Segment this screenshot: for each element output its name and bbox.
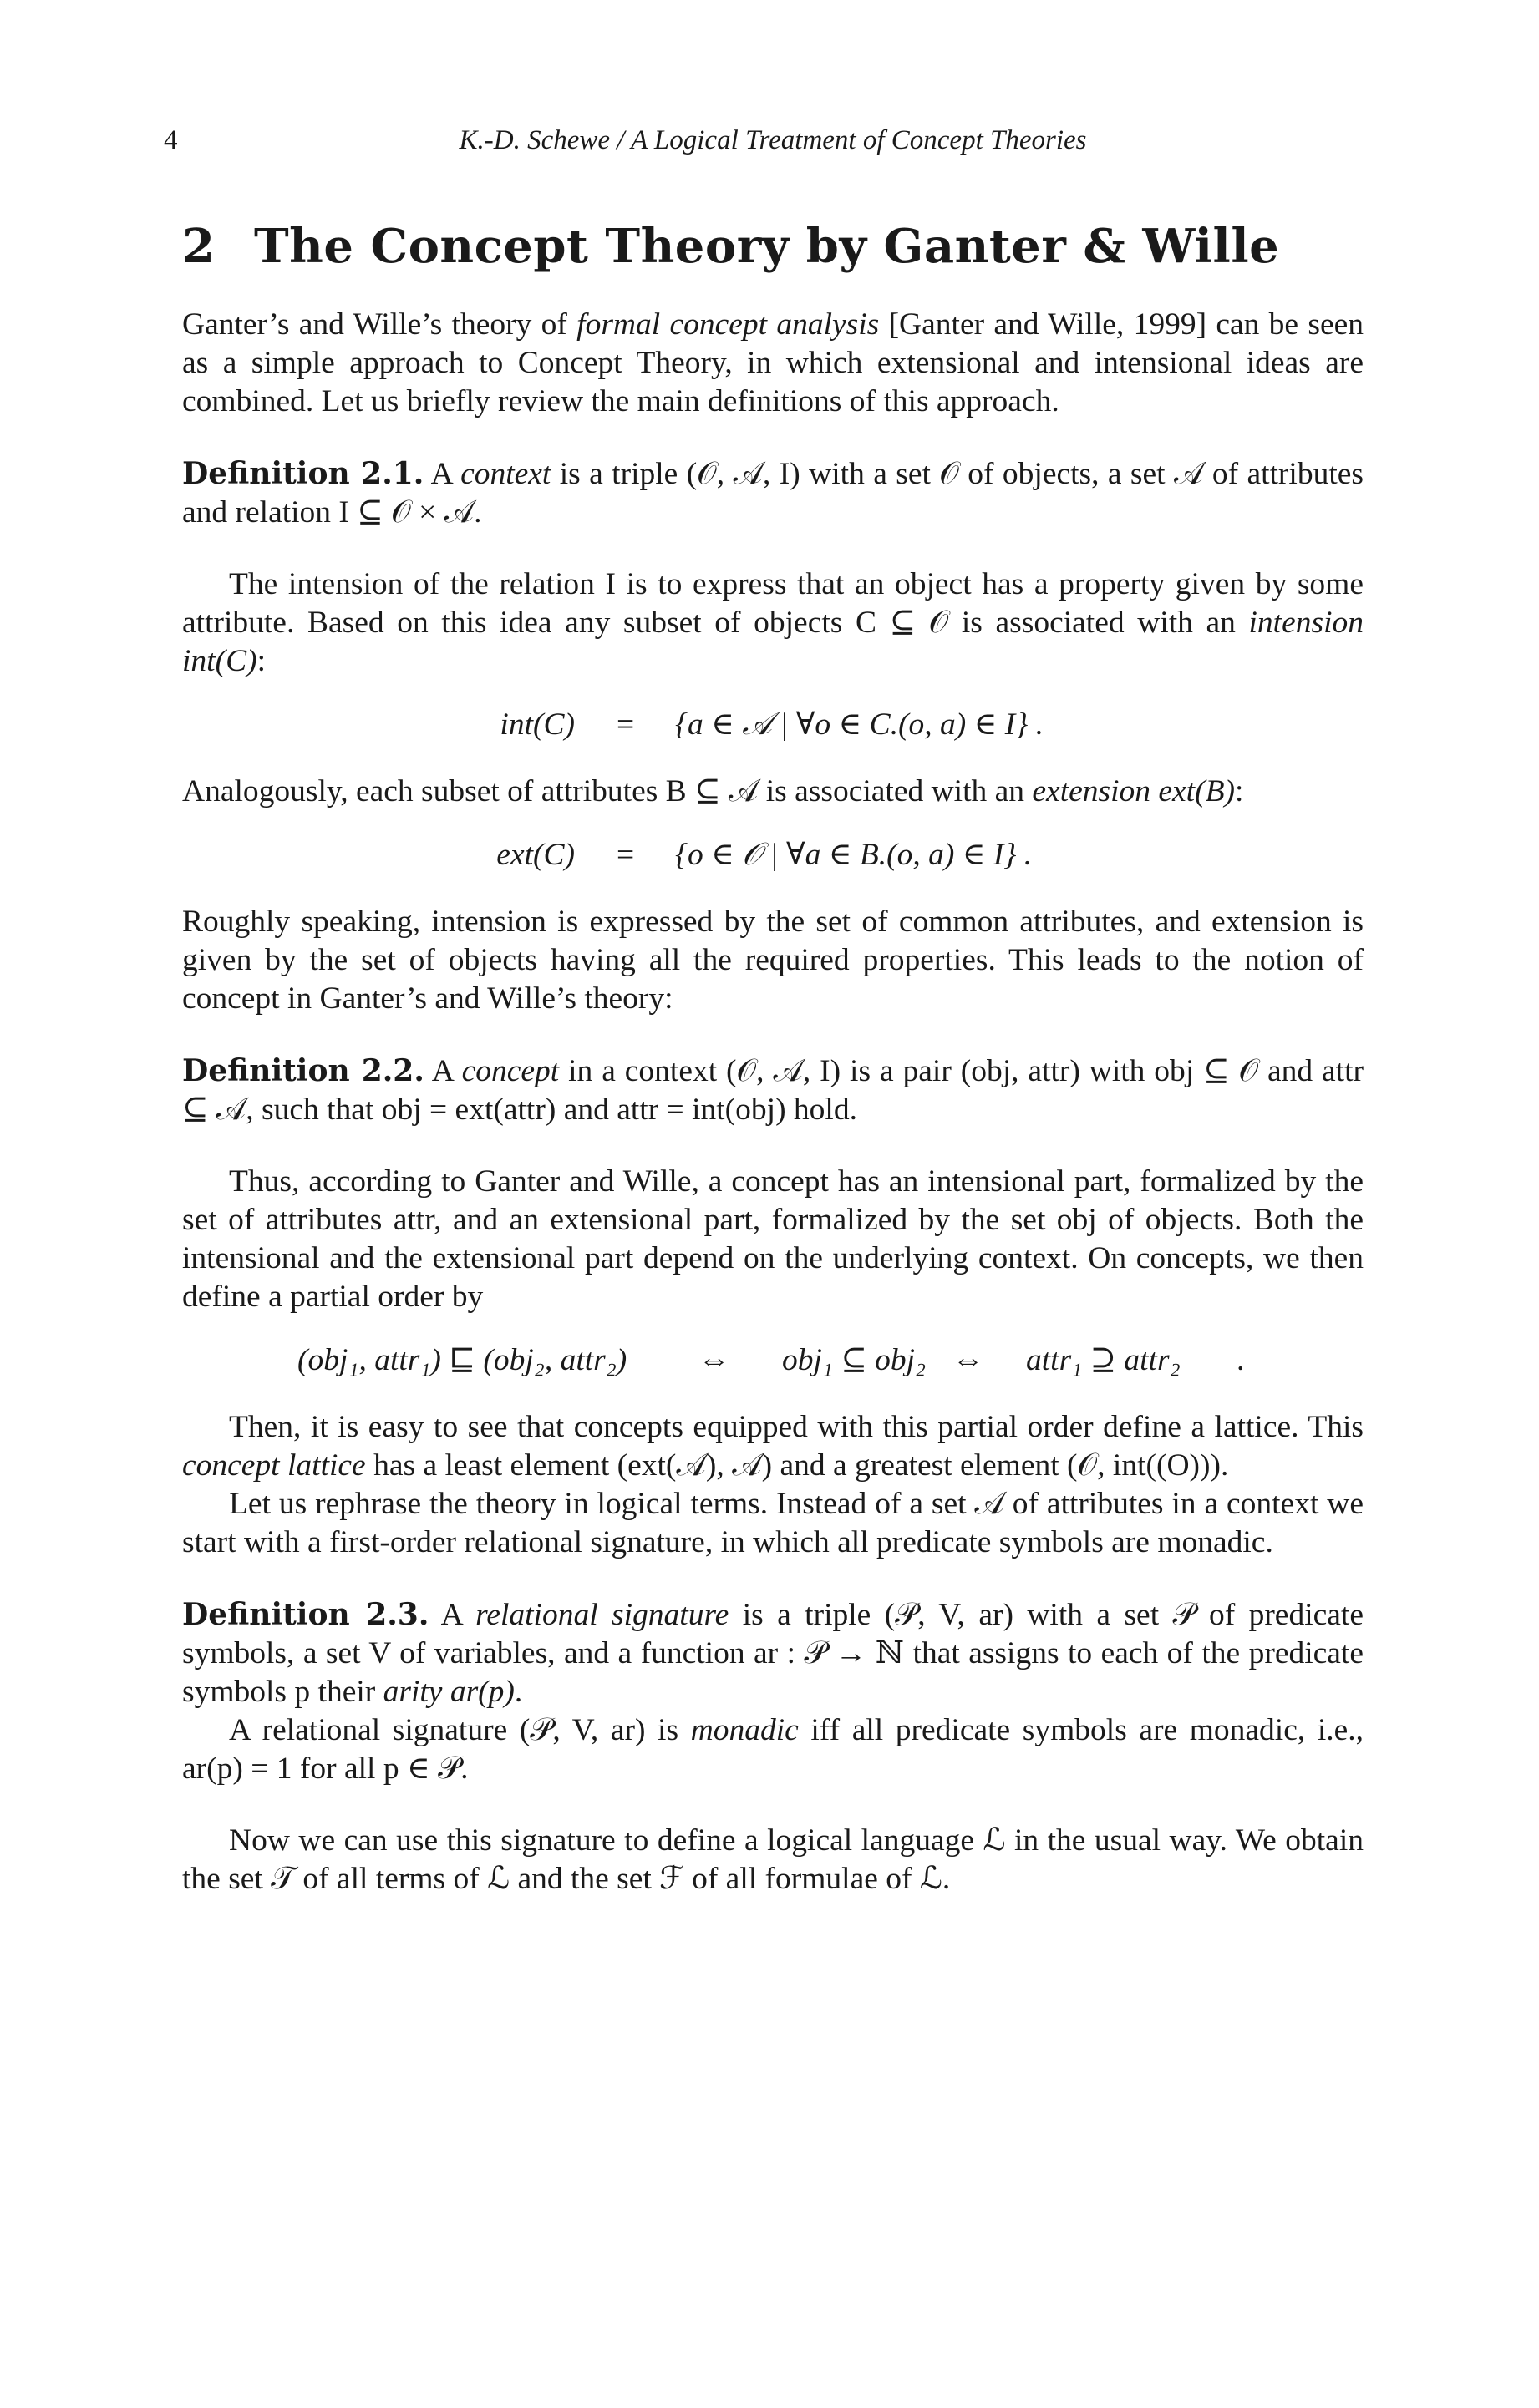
text-run: has a least element (ext(𝒜), 𝒜) and a greatest element (𝒪, int((O))). <box>365 1448 1229 1483</box>
emphasis-intension: intension int(C) <box>182 606 1364 678</box>
text-run: A <box>424 457 461 491</box>
equation-extension <box>182 836 1364 878</box>
text-run: The intension of the relation I is to express that an object has a property given by some attribute. Based on this idea any subset of objects C ⊆ 𝒪 is associated with an <box>182 567 1364 640</box>
paragraph-intension <box>182 565 1364 681</box>
definition-label: Definition 2.1. <box>182 456 424 491</box>
equation-rhs: {a ∈ 𝒜 | ∀o ∈ C.(o, a) ∈ I} . <box>675 707 1044 742</box>
emphasis-extension: extension ext(B) <box>1032 774 1235 809</box>
equation-lhs: int(C) <box>500 707 575 742</box>
equation-partial-order <box>182 1341 1364 1383</box>
text-run: is a triple (𝒪, 𝒜, I) with a set 𝒪 of objects, a set 𝒜 of attributes and relation I ⊆ 𝒪 × 𝒜. <box>182 457 1364 530</box>
equation-part: obj₁ ⊆ obj₂ <box>782 1343 927 1377</box>
section-heading <box>182 219 1364 274</box>
paragraph-lattice <box>182 1408 1364 1485</box>
emphasis-arity: arity ar(p) <box>383 1675 515 1709</box>
emphasis-monadic: monadic <box>690 1713 799 1747</box>
definition-label: Definition 2.2. <box>182 1053 424 1088</box>
emphasis-context: context <box>460 457 551 491</box>
equation-equals: = <box>617 838 635 872</box>
paragraph-intro <box>182 306 1364 421</box>
text-run: Analogously, each subset of attributes B ⊆ 𝒜 is associated with an <box>182 774 1033 809</box>
header-title: K.-D. Schewe / A Logical Treatment of Concept Theories <box>459 125 1087 155</box>
emphasis-concept-lattice: concept lattice <box>182 1448 366 1483</box>
emphasis-concept: concept <box>461 1054 560 1088</box>
paragraph-roughly: Roughly speaking, intension is expressed by the set of common attributes, and extension is given by the set of objects having all the required properties. This leads to the notion of concept in Ganter’s and Wille’s theory: <box>182 905 1364 1016</box>
equation-equals: = <box>617 707 635 742</box>
text-run: A <box>424 1054 462 1088</box>
definition-2-1 <box>182 454 1364 532</box>
page-number: 4 <box>164 125 178 155</box>
equation-intension <box>182 706 1364 748</box>
equation-part: attr₁ ⊇ attr₂ <box>1026 1343 1181 1377</box>
text-run: . <box>514 1675 523 1709</box>
equation-iff: ⇔ <box>952 1343 984 1377</box>
text-run: Ganter’s and Wille’s theory of <box>182 307 577 342</box>
paragraph-monadic <box>182 1711 1364 1788</box>
equation-iff: ⇔ <box>698 1343 730 1377</box>
text-run: is a triple (𝒫, V, ar) with a set 𝒫 of predicate symbols, a set V of variables, and a function ar : 𝒫 → ℕ that assigns to each of the predicate symbols p their <box>182 1598 1364 1709</box>
text-run: [Ganter and Wille, 1999] can be seen as a simple approach to Concept Theory, in which extensional and intensional ideas are combined. Let us briefly review the main definitions of this approach. <box>182 307 1364 418</box>
definition-2-2 <box>182 1052 1364 1129</box>
paragraph-rephrase: Let us rephrase the theory in logical terms. Instead of a set 𝒜 of attributes in a context we start with a first-order relational signature, in which all predicate symbols are monadic. <box>182 1487 1364 1559</box>
text-run: A relational signature (𝒫, V, ar) is <box>229 1713 691 1747</box>
text-run: A <box>429 1598 476 1632</box>
emphasis-relational-signature: relational signature <box>475 1598 729 1632</box>
emphasis-formal-concept-analysis: formal concept analysis <box>576 307 880 342</box>
section-title: The Concept Theory by Ganter & Wille <box>254 219 1280 274</box>
paragraph-language: Now we can use this signature to define a logical language ℒ in the usual way. We obtain the set 𝒯 of all terms of ℒ and the set ℱ of all formulae of ℒ. <box>182 1823 1364 1896</box>
text-run: iff all predicate symbols are monadic, i.e., ar(p) = 1 for all p ∈ 𝒫. <box>182 1713 1364 1786</box>
text-run: : <box>256 644 266 678</box>
definition-2-3 <box>182 1595 1364 1711</box>
text-run: : <box>1234 774 1244 809</box>
paragraph-extension <box>182 773 1364 811</box>
equation-lhs: ext(C) <box>496 838 575 872</box>
definition-label: Definition 2.3. <box>182 1597 429 1632</box>
equation-dot: . <box>1237 1343 1245 1377</box>
section-number: 2 <box>182 219 216 274</box>
page-body <box>182 219 1364 1899</box>
equation-rhs: {o ∈ 𝒪 | ∀a ∈ B.(o, a) ∈ I} . <box>675 838 1033 872</box>
text-run: Then, it is easy to see that concepts equipped with this partial order define a lattice. This <box>229 1410 1364 1444</box>
text-run: in a context (𝒪, 𝒜, I) is a pair (obj, attr) with obj ⊆ 𝒪 and attr ⊆ 𝒜, such that obj = ext(attr) and attr = int(obj) hold. <box>182 1054 1364 1127</box>
equation-part: (obj₁, attr₁) ⊑ (obj₂, attr₂) <box>297 1343 627 1377</box>
paragraph-partial-order: Thus, according to Ganter and Wille, a concept has an intensional part, formalized by the set of attributes attr, and an extensional part, formalized by the set obj of objects. Both the intensional and the extensional part depend on the underlying context. On concepts, we then define a partial order by <box>182 1164 1364 1314</box>
